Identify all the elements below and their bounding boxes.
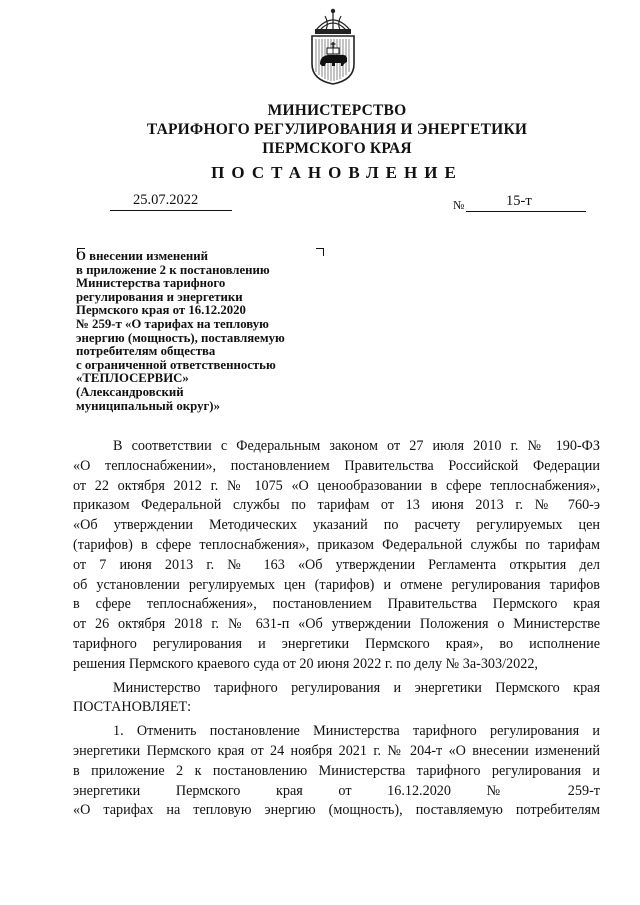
subject-line: № 259-т «О тарифах на тепловую [76,316,269,331]
subject-line: «ТЕПЛОСЕРВИС» [76,371,189,386]
preamble-line: «О теплоснабжении», постановлением Правительства Российской Федерации [73,457,600,474]
subject-block [76,250,336,413]
preamble-line: от 7 июня 2013 г. № 163 «Об утверждении Регламента открытия дел [73,556,600,573]
preamble-line: об установлении регулируемых цен (тарифов) и отмене регулирования тарифов [73,576,600,593]
item1-line: энергетики Пермского края от 16.12.2020 № 259-т [73,782,600,799]
ministry-title-line2: ТАРИФНОГО РЕГУЛИРОВАНИЯ И ЭНЕРГЕТИКИ [146,121,528,138]
document-body [73,437,600,821]
preamble-line: решения Пермского краевого суда от 20 июня 2022 г. по делу № 3а-303/2022, [73,655,538,672]
ministry-title-line1: МИНИСТЕРСТВО [267,102,407,119]
subject-line: Министерства тарифного [76,276,226,291]
subject-line: с ограниченной ответственностью [76,357,276,372]
subject-line: Пермского края от 16.12.2020 [76,303,246,318]
item1-line: в приложение 2 к постановлению Министерства тарифного регулирования и [73,762,600,779]
preamble-line: в сфере теплоснабжения», постановлением Правительства Пермского края [73,596,600,613]
subject-line: в приложение 2 к постановлению [76,262,270,277]
document-number: 15-т [506,193,532,209]
item1-line: 1. Отменить постановление Министерства тарифного регулирования и [113,723,600,740]
preamble-line: от 22 октября 2012 г. № 1075 «О ценообразовании в сфере теплоснабжения», [73,477,600,494]
document-type: ПОСТАНОВЛЕНИЕ [211,163,463,182]
item1-line: «О тарифах на тепловую энергию (мощность), поставляемую потребителям [73,802,600,819]
resolution-line: ПОСТАНОВЛЯЕТ: [73,699,192,716]
number-label: № [453,198,465,212]
preamble-line: тарифного регулирования и энергетики Пермского края», во исполнение [73,635,600,652]
item1-line: энергетики Пермского края от 24 ноября 2021 г. № 204-т «О внесении изменений [73,742,600,759]
preamble-line: от 26 октября 2018 г. № 631-п «Об утверждении Положения о Министерстве [73,616,600,633]
subject-line: потребителям общества [76,344,216,359]
preamble-line: приказом Федеральной службы по тарифам от 13 июня 2013 г. № 760-э [73,497,600,514]
subject-line: (Александровский [76,384,184,399]
subject-line: регулирования и энергетики [76,289,243,304]
number-underline [466,211,586,212]
preamble-line: (тарифов) в сфере теплоснабжения», приказом Федеральной службы по тарифам [73,536,600,553]
date-underline [110,210,232,211]
document-date: 25.07.2022 [133,192,199,208]
ministry-title-line3: ПЕРМСКОГО КРАЯ [262,140,412,157]
subject-line: энергию (мощность), поставляемую [76,330,285,345]
subject-line: О внесении изменений [76,249,209,263]
resolution-line: Министерство тарифного регулирования и энергетики Пермского края [113,679,600,696]
preamble-line: «Об утверждении Методических указаний по расчету регулируемых цен [73,517,600,534]
perm-krai-coat-of-arms-icon [302,8,364,86]
preamble-line: В соответствии с Федеральным законом от 27 июля 2010 г. № 190-ФЗ [113,438,600,454]
subject-line: муниципальный округ)» [76,398,220,413]
